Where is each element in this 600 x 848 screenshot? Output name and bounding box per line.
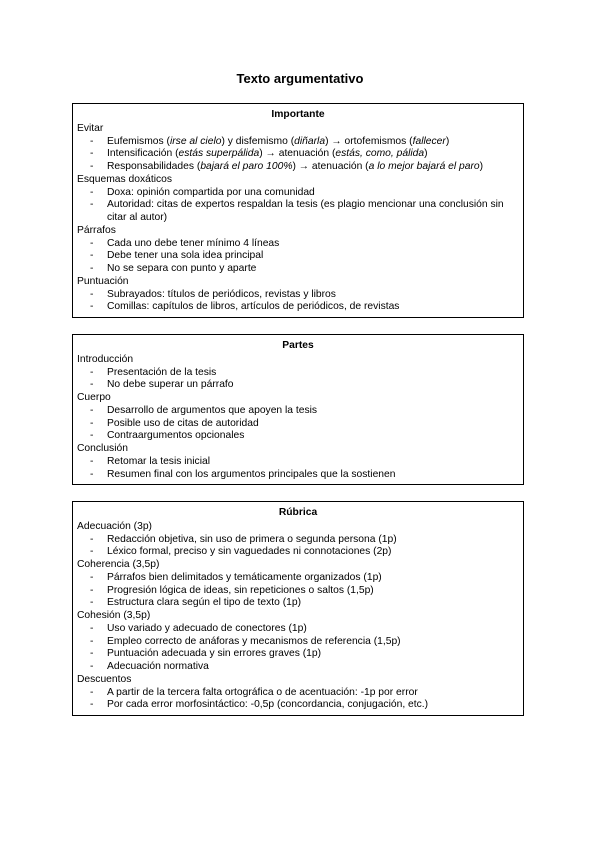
list-item: [77, 367, 519, 380]
item-text: ): [424, 148, 428, 160]
dash-bullet: -: [90, 148, 94, 160]
section-list: [77, 238, 519, 276]
item-text: Desarrollo de argumentos que apoyen la tesis: [107, 404, 318, 416]
list-item: [77, 456, 519, 469]
list-item: [77, 405, 519, 418]
item-text: Debe tener una sola idea principal: [107, 250, 264, 262]
item-text: Contraargumentos opcionales: [107, 430, 245, 442]
section-list: [77, 456, 519, 482]
dash-bullet: -: [90, 661, 94, 672]
item-text: Intensificación (: [107, 148, 179, 160]
dash-bullet: -: [90, 635, 94, 647]
item-text: estás superpálida: [178, 148, 260, 160]
item-text: Párrafos bien delimitados y temáticamente organizados (1p): [107, 571, 382, 583]
item-text: Adecuación normativa: [107, 661, 209, 672]
section-list: [77, 623, 519, 674]
dash-bullet: -: [90, 417, 94, 429]
section-list: [77, 289, 519, 315]
section-heading: Cohesión (3,5p): [77, 610, 151, 621]
dash-bullet: -: [90, 648, 94, 660]
item-text: Responsabilidades (: [107, 161, 201, 172]
item-text: bajará el paro 100%: [200, 161, 293, 172]
item-text: Empleo correcto de anáforas y mecanismos de referencia (1,5p): [107, 635, 401, 647]
item-text: estás, como, pálida: [335, 148, 425, 160]
section-heading: Descuentos: [77, 673, 132, 685]
dash-bullet: -: [90, 455, 94, 467]
section-list: [77, 136, 519, 174]
list-item: [77, 585, 519, 598]
dash-bullet: -: [90, 366, 94, 378]
dash-bullet: -: [90, 250, 94, 262]
dash-bullet: -: [90, 288, 94, 300]
dash-bullet: -: [90, 533, 94, 545]
item-text: No debe superar un párrafo: [107, 379, 234, 391]
list-item: [77, 199, 519, 225]
dash-bullet: -: [90, 597, 94, 609]
item-text: Comillas: capítulos de libros, artículos de periódicos, de revistas: [107, 301, 400, 313]
dash-bullet: -: [90, 161, 94, 172]
item-text: Autoridad: citas de expertos respaldan la tesis (es plagio mencionar una conclusión sin citar al autor): [107, 199, 504, 223]
list-item: [77, 289, 519, 302]
dash-bullet: -: [90, 199, 94, 211]
item-text: Eufemismos (: [107, 135, 170, 147]
dash-bullet: -: [90, 571, 94, 583]
section-heading: Esquemas doxáticos: [77, 173, 173, 185]
item-text: Retomar la tesis inicial: [107, 455, 211, 467]
item-text: Resumen final con los argumentos principales que la sostienen: [107, 468, 396, 480]
list-item: [77, 546, 519, 559]
dash-bullet: -: [90, 186, 94, 198]
partes-box: [72, 334, 524, 485]
box-title: Partes: [282, 340, 314, 351]
dash-bullet: -: [90, 237, 94, 249]
dash-bullet: -: [90, 622, 94, 634]
item-text: Uso variado y adecuado de conectores (1p): [107, 622, 307, 634]
rubrica-box: [72, 501, 524, 716]
page-title: Texto argumentativo: [236, 71, 364, 86]
list-item: [77, 250, 519, 263]
item-text: irse al cielo: [169, 135, 222, 147]
item-text: ) → ortofemismos (: [325, 135, 413, 147]
list-item: [77, 161, 519, 174]
list-item: [77, 238, 519, 251]
item-text: No se separa con punto y aparte: [107, 263, 257, 274]
item-text: Cada uno debe tener mínimo 4 líneas: [107, 237, 280, 249]
item-text: Estructura clara según el tipo de texto (1p): [107, 597, 302, 609]
item-text: A partir de la tercera falta ortográfica o de acentuación: -1p por error: [107, 686, 418, 698]
section-heading: Coherencia (3,5p): [77, 559, 160, 570]
item-text: ) → atenuación (: [292, 161, 369, 172]
list-item: [77, 148, 519, 161]
item-text: Por cada error morfosintáctico: -0,5p (concordancia, conjugación, etc.): [107, 699, 429, 711]
section-heading: Cuerpo: [77, 392, 111, 403]
item-text: Progresión lógica de ideas, sin repeticiones o saltos (1,5p): [107, 584, 374, 596]
item-text: Presentación de la tesis: [107, 366, 217, 378]
item-text: Puntuación adecuada y sin errores graves (1p): [107, 648, 322, 660]
list-item: [77, 418, 519, 431]
list-item: [77, 187, 519, 200]
list-item: [77, 648, 519, 661]
list-item: [77, 636, 519, 649]
item-text: Doxa: opinión compartida por una comunidad: [107, 186, 315, 198]
item-text: fallecer: [412, 135, 446, 147]
dash-bullet: -: [90, 468, 94, 480]
list-item: [77, 469, 519, 482]
list-item: [77, 572, 519, 585]
item-text: Posible uso de citas de autoridad: [107, 417, 259, 429]
list-item: [77, 379, 519, 392]
importante-box: [72, 103, 524, 318]
section-heading: Conclusión: [77, 443, 128, 454]
item-text: Redacción objetiva, sin uso de primera o segunda persona (1p): [107, 533, 397, 545]
item-text: ): [479, 161, 484, 172]
section-list: [77, 187, 519, 225]
item-text: ) y disfemismo (: [221, 135, 295, 147]
item-text: a lo mejor bajará el paro: [368, 161, 480, 172]
dash-bullet: -: [90, 584, 94, 596]
section-heading: Adecuación (3p): [77, 520, 152, 532]
dash-bullet: -: [90, 686, 94, 698]
section-list: [77, 367, 519, 393]
dash-bullet: -: [90, 699, 94, 711]
item-text: ) → atenuación (: [259, 148, 336, 160]
list-item: [77, 623, 519, 636]
list-item: [77, 699, 519, 712]
section-list: [77, 572, 519, 610]
list-item: [77, 597, 519, 610]
section-list: [77, 405, 519, 443]
item-text: Subrayados: títulos de periódicos, revistas y libros: [107, 288, 336, 300]
dash-bullet: -: [90, 379, 94, 391]
dash-bullet: -: [90, 301, 94, 313]
section-list: [77, 534, 519, 560]
list-item: [77, 301, 519, 314]
box-title: Rúbrica: [278, 507, 318, 518]
list-item: [77, 430, 519, 443]
dash-bullet: -: [90, 430, 94, 442]
section-heading: Introducción: [77, 353, 134, 365]
item-text: Léxico formal, preciso y sin vaguedades ni connotaciones (2p): [107, 546, 392, 558]
dash-bullet: -: [90, 404, 94, 416]
section-heading: Evitar: [77, 122, 104, 134]
dash-bullet: -: [90, 546, 94, 558]
item-text: ): [445, 135, 450, 147]
section-list: [77, 687, 519, 713]
section-heading: Párrafos: [77, 224, 116, 236]
dash-bullet: -: [90, 263, 94, 274]
list-item: [77, 534, 519, 547]
item-text: diñarla: [294, 135, 326, 147]
box-title: Importante: [271, 109, 325, 120]
section-heading: Puntuación: [77, 275, 129, 287]
list-item: [77, 263, 519, 276]
dash-bullet: -: [90, 135, 94, 147]
list-item: [77, 661, 519, 674]
list-item: [77, 136, 519, 149]
list-item: [77, 687, 519, 700]
